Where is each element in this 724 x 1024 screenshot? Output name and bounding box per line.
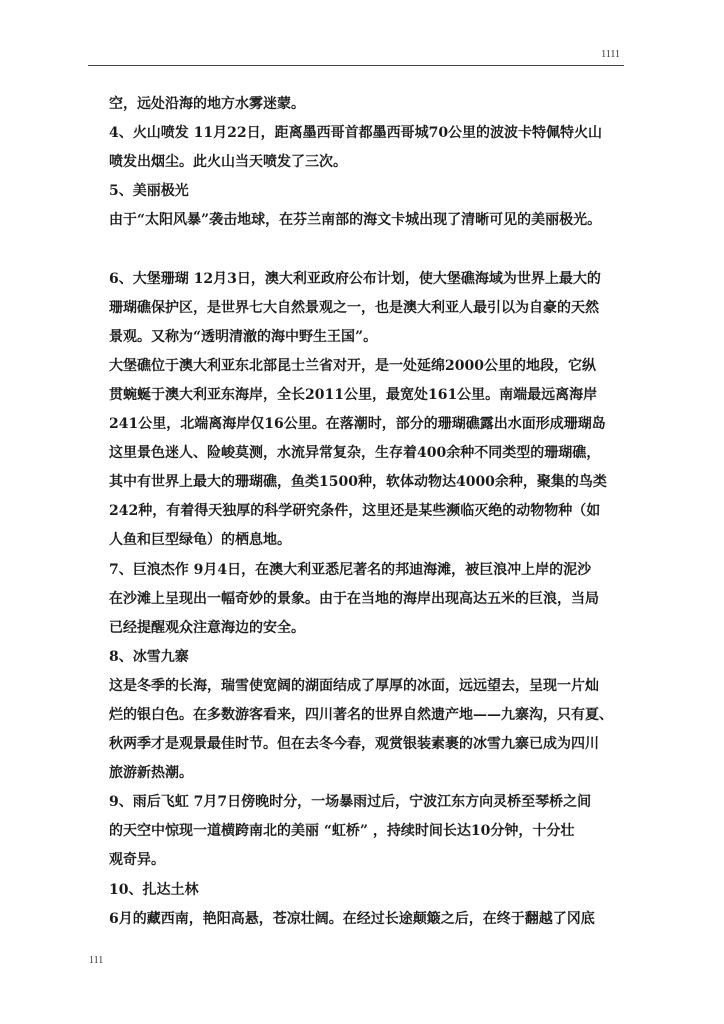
text-line: 的天空中惊现一道横跨南北的美丽 “虹桥” ，持续时间长达10分钟，十分壮 bbox=[109, 823, 575, 840]
text-line: 景观。又称为“透明清澈的海中野生王国”。 bbox=[109, 328, 378, 345]
text-line: 旅游新热潮。 bbox=[109, 765, 193, 782]
text-line: 这是冬季的长海，瑞雪使宽阔的湖面结成了厚厚的冰面，远远望去，呈现一片灿 bbox=[109, 677, 599, 694]
text-line: 已经提醒观众注意海边的安全。 bbox=[109, 619, 305, 636]
text-line: 秋两季才是观景最佳时节。但在去冬今春，观赏银装素裹的冰雪九寨已成为四川 bbox=[109, 736, 599, 753]
text-line: 珊瑚礁保护区，是世界七大自然景观之一，也是澳大利亚人最引以为自豪的天然 bbox=[109, 299, 599, 316]
text-line: 人鱼和巨型绿龟）的栖息地。 bbox=[109, 532, 291, 549]
document-body bbox=[109, 90, 634, 934]
text-line: 6月的藏西南，艳阳高悬，苍凉壮阔。在经过长途颠簸之后，在终于翻越了冈底 bbox=[109, 910, 595, 927]
text-line: 242种，有着得天独厚的科学研究条件，这里还是某些濒临灭绝的动物物种（如 bbox=[109, 503, 601, 520]
text-line: 6、大堡珊瑚 12月3日，澳大利亚政府公布计划，使大堡礁海域为世界上最大的 bbox=[109, 270, 601, 287]
footer-page-number: 111 bbox=[89, 955, 104, 966]
text-line: 大堡礁位于澳大利亚东北部昆士兰省对开，是一处延绵2000公里的地段，它纵 bbox=[109, 357, 596, 374]
text-line: 4、火山喷发 11月22日，距离墨西哥首都墨西哥城70公里的波波卡特佩特火山 bbox=[109, 125, 603, 142]
text-line: 7、巨浪杰作 9月4日，在澳大利亚悉尼著名的邦迪海滩，被巨浪冲上岸的泥沙 bbox=[109, 561, 592, 578]
text-line: 这里景色迷人、险峻莫测，水流异常复杂，生存着400余种不同类型的珊瑚礁， bbox=[109, 445, 601, 462]
text-line: 9、雨后飞虹 7月7日傍晚时分，一场暴雨过后，宁波江东方向灵桥至琴桥之间 bbox=[109, 794, 592, 811]
text-line: 在沙滩上呈现出一幅奇妙的景象。由于在当地的海岸出现高达五米的巨浪，当局 bbox=[109, 590, 599, 607]
text-line: 喷发出烟尘。此火山当天喷发了三次。 bbox=[109, 154, 347, 171]
blank-line bbox=[109, 235, 634, 264]
text-line: 其中有世界上最大的珊瑚礁，鱼类1500种，软体动物达4000余种，聚集的鸟类 bbox=[109, 474, 607, 491]
section-heading: 10、扎达土林 bbox=[109, 881, 199, 898]
text-line: 空，远处沿海的地方水雾迷蒙。 bbox=[109, 96, 305, 112]
header-divider bbox=[88, 65, 624, 66]
text-line: 由于“太阳风暴”袭击地球，在芬兰南部的海文卡城出现了清晰可见的美丽极光。 bbox=[109, 212, 602, 229]
text-line: 贯蜿蜒于澳大利亚东海岸，全长2011公里，最宽处161公里。南端最远离海岸 bbox=[109, 386, 598, 403]
text-line: 241公里，北端离海岸仅16公里。在落潮时，部分的珊瑚礁露出水面形成珊瑚岛 bbox=[109, 416, 606, 433]
section-heading: 8、冰雪九寨 bbox=[109, 648, 189, 665]
text-line: 观奇异。 bbox=[109, 852, 165, 869]
header-page-number: 1111 bbox=[601, 49, 620, 60]
text-line: 烂的银白色。在多数游客看来，四川著名的世界自然遗产地——九寨沟，只有夏、 bbox=[109, 706, 613, 723]
section-heading: 5、美丽极光 bbox=[109, 183, 189, 200]
